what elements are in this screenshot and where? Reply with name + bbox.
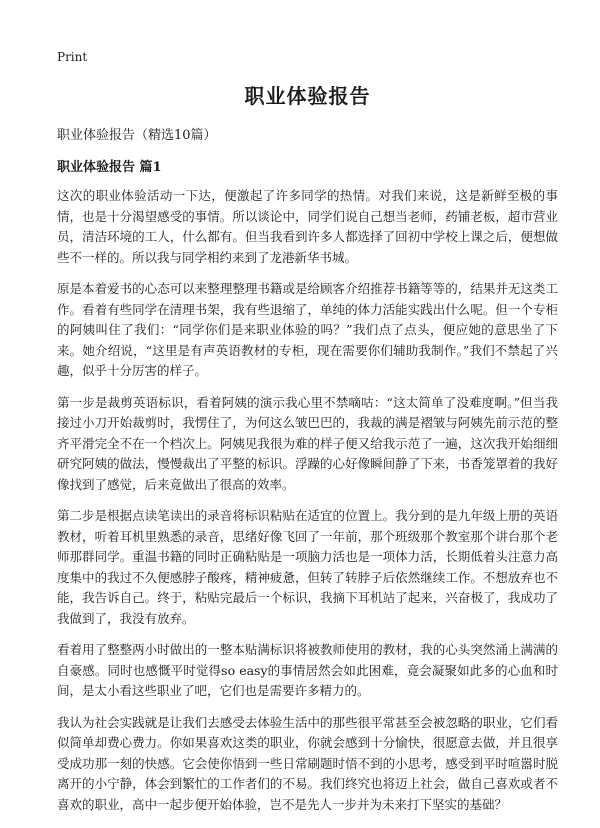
section-heading: 职业体验报告 篇1: [57, 160, 162, 175]
paragraph-4: 第二步是根据点读笔读出的录音将标识粘贴在适宜的位置上。我分到的是九年级上册的英语教材，听着耳机里熟悉的录音，思绪好像飞回了一年前，那个班级那个教室那个讲台那个老师那群同学。重温书籍的同时正确粘贴是一项脑力活也是一项体力活，长期低着头注意力高度集中的我过不久便感脖子酸疼，精神疲惫，但转了转脖子后依然继续工作。不想放弃也不能，我告诉自己。终于，粘贴完最后一个标识，我摘下耳机站了起来，兴奋极了，我成功了我做到了，我没有放弃。: [57, 508, 558, 626]
document-subtitle: 职业体验报告（精选10篇）: [57, 128, 217, 143]
paragraph-5: 看着用了整整两小时做出的一整本贴满标识将被教师使用的教材，我的心头突然涌上满满的自豪感。同时也感慨平时觉得so easy的事情居然会如此困难，竟会凝聚如此多的心血和时间，是太小看这些职业了吧，它们也是需要许多精力的。: [57, 642, 558, 698]
paragraph-3: 第一步是裁剪英语标识，看着阿姨的演示我心里不禁嘀咕：“这太简单了没难度啊。”但当我接过小刀开始裁剪时，我愣住了，为何这么皱巴巴的，我裁的满是褶皱与阿姨先前示范的整齐平滑完全不在一个档次上。阿姨见我很为难的样子便又给我示范了一遍，这次我开始细细研究阿姨的做法，慢慢裁出了平整的标识。浮躁的心好像瞬间静了下来，书香笼罩着的我好像找到了感觉，后来竟做出了很高的效率。: [57, 394, 558, 492]
paragraph-2: 原是本着爱书的心态可以来整理整理书籍或是给顾客介绍推荐书籍等等的，结果并无这类工作。看着有些同学在清理书架，我有些退缩了，单纯的体力活能实践出什么呢。但一个专柜的阿姨叫住了我们：“同学你们是来职业体验的吗？”我们点了点头，便应她的意思坐了下来。她介绍说，“这里是有声英语教材的专柜，现在需要你们辅助我制作。”我们不禁起了兴趣，似乎十分厉害的样子。: [57, 281, 558, 378]
paragraph-1: 这次的职业体验活动一下达，便激起了许多同学的热情。对我们来说，这是新鲜至极的事情，也是十分渴望感受的事情。所以谈论中，同学们说自己想当老师，药铺老板，超市营业员，清洁环境的工人，什么都有。但当我看到许多人都选择了回初中学校上课之后，便想做些不一样的。所以我与同学相约来到了龙港新华书城。: [57, 188, 558, 265]
document-title: 职业体验报告: [244, 84, 371, 108]
print-label[interactable]: Print: [57, 50, 88, 64]
paragraph-6: 我认为社会实践就是让我们去感受去体验生活中的那些很平常甚至会被忽略的职业，它们看似简单却费心费力。你如果喜欢这类的职业，你就会感到十分愉快，很愿意去做，并且很享受成功那一刻的快感。它会使你悟到一些日常刷题时悟不到的小思考，感受到平时喧嚣时脱离开的小宁静，体会到繁忙的工作者们的不易。我们终究也将迈上社会，做自己喜欢或者不喜欢的职业，高中一起步便开始体验，岂不是先人一步并为未来打下坚实的基础？: [57, 714, 558, 812]
